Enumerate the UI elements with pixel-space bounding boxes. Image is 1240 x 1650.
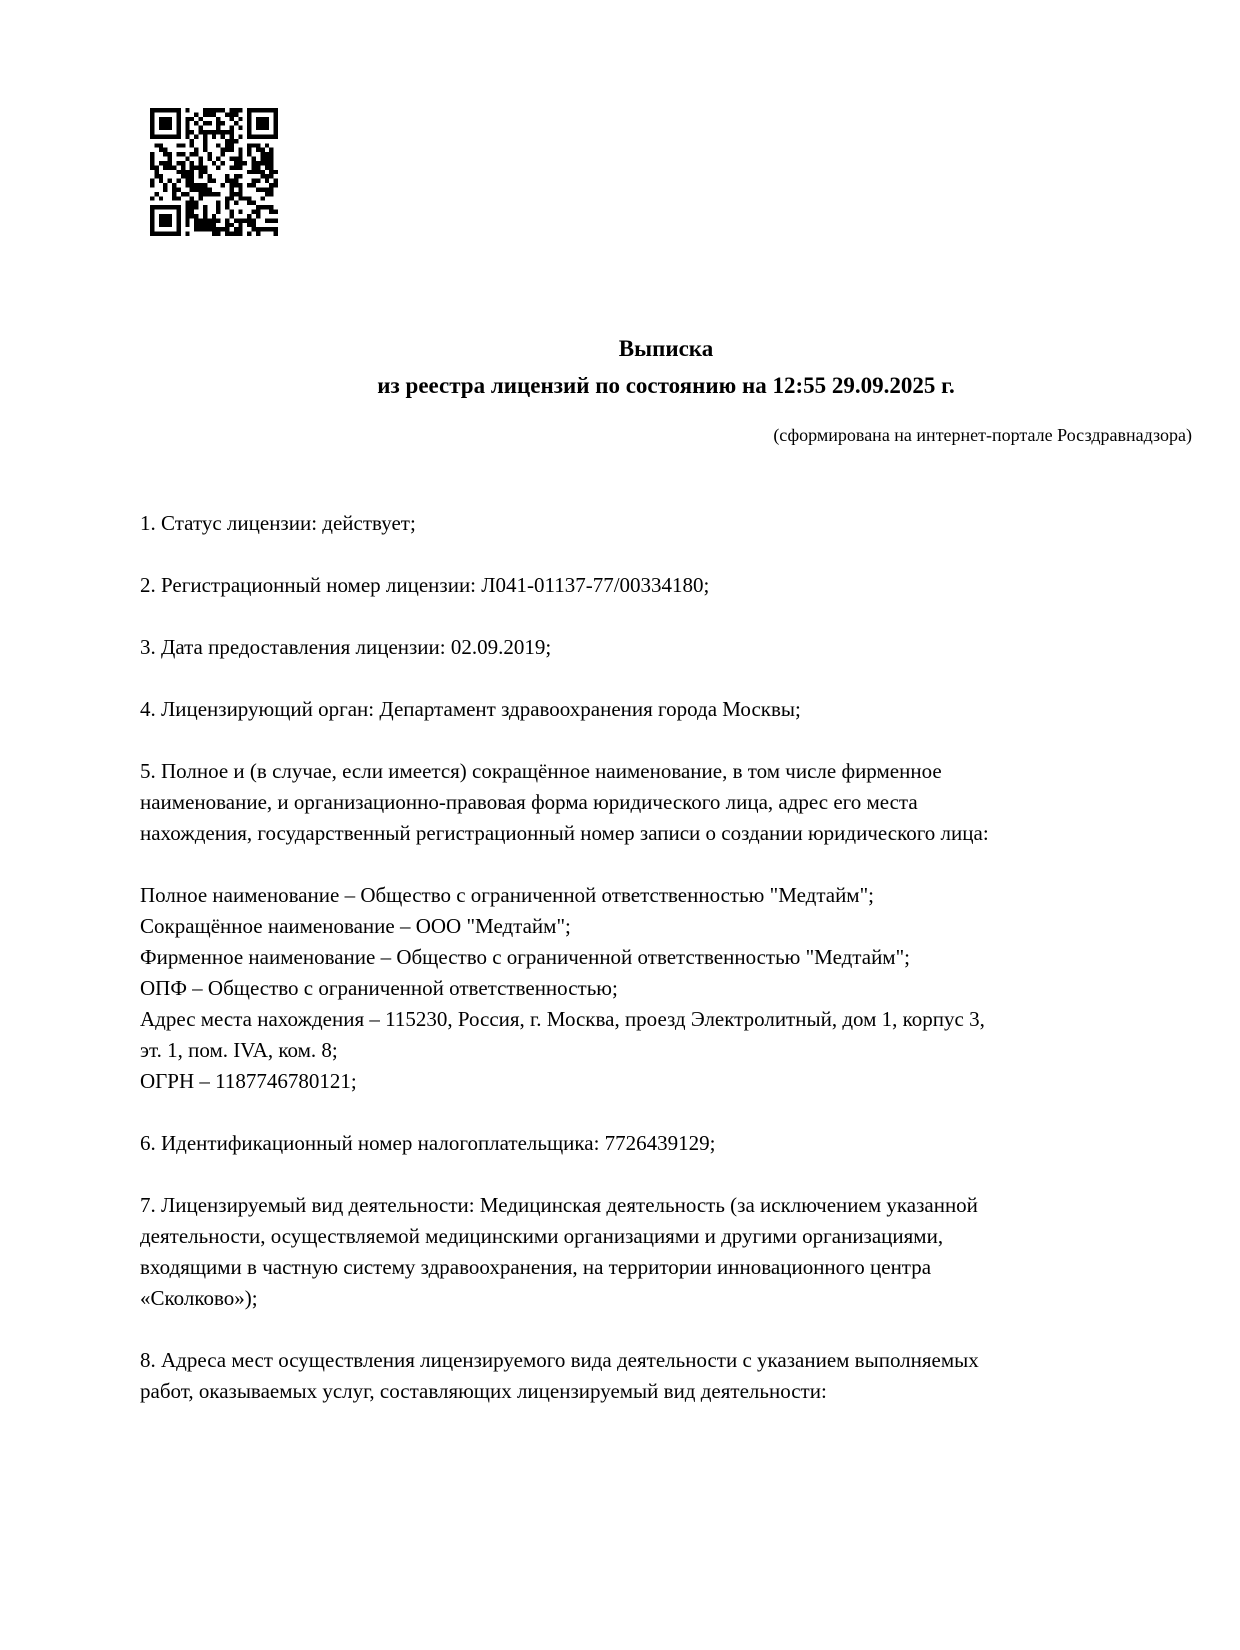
paragraph [140,632,1192,663]
paragraph-line: Адрес места нахождения – 115230, Россия, г. Москва, проезд Электролитный, дом 1, корпус 3, [140,1007,985,1031]
qr-code [150,108,278,236]
paragraph-line: Полное наименование – Общество с ограниченной ответственностью "Медтайм"; [140,883,875,907]
paragraph [140,694,1192,725]
document-subtitle: (сформирована на интернет-портале Росздравнадзора) [773,425,1192,445]
title-line-1: Выписка [618,336,714,361]
paragraph-line: 6. Идентификационный номер налогоплательщика: 7726439129; [140,1131,716,1155]
paragraph-line: наименование, и организационно-правовая форма юридического лица, адрес его места [140,790,918,814]
paragraph-line: ОПФ – Общество с ограниченной ответственностью; [140,976,618,1000]
paragraph-line: эт. 1, пом. IVA, ком. 8; [140,1038,338,1062]
document-body [140,508,1192,1407]
title-line-2: из реестра лицензий по состоянию на 12:55 29.09.2025 г. [377,373,955,398]
paragraph-line: 1. Статус лицензии: действует; [140,511,416,535]
paragraph-line: 2. Регистрационный номер лицензии: Л041-01137-77/00334180; [140,573,710,597]
paragraph-line: 5. Полное и (в случае, если имеется) сокращённое наименование, в том числе фирменное [140,759,942,783]
paragraph [140,1190,1192,1314]
paragraph-line: Сокращённое наименование – ООО "Медтайм"; [140,914,571,938]
paragraph-line: нахождения, государственный регистрационный номер записи о создании юридического лица: [140,821,989,845]
paragraph-line: «Сколково»); [140,1286,258,1310]
paragraph-line: 8. Адреса мест осуществления лицензируемого вида деятельности с указанием выполняемых [140,1348,979,1372]
paragraph-line: 3. Дата предоставления лицензии: 02.09.2019; [140,635,552,659]
paragraph [140,508,1192,539]
paragraph [140,1128,1192,1159]
paragraph-line: 7. Лицензируемый вид деятельности: Медицинская деятельность (за исключением указанной [140,1193,978,1217]
paragraph-line: работ, оказываемых услуг, составляющих лицензируемый вид деятельности: [140,1379,827,1403]
paragraph [140,880,1192,1097]
qr-code-image [150,108,278,236]
paragraph [140,570,1192,601]
paragraph [140,756,1192,849]
paragraph-line: Фирменное наименование – Общество с ограниченной ответственностью "Медтайм"; [140,945,910,969]
paragraph-line: 4. Лицензирующий орган: Департамент здравоохранения города Москвы; [140,697,801,721]
paragraph [140,1345,1192,1407]
document-title [140,0,1192,404]
paragraph-line: ОГРН – 1187746780121; [140,1069,357,1093]
paragraph-line: деятельности, осуществляемой медицинскими организациями и другими организациями, [140,1224,944,1248]
paragraph-line: входящими в частную систему здравоохранения, на территории инновационного центра [140,1255,932,1279]
